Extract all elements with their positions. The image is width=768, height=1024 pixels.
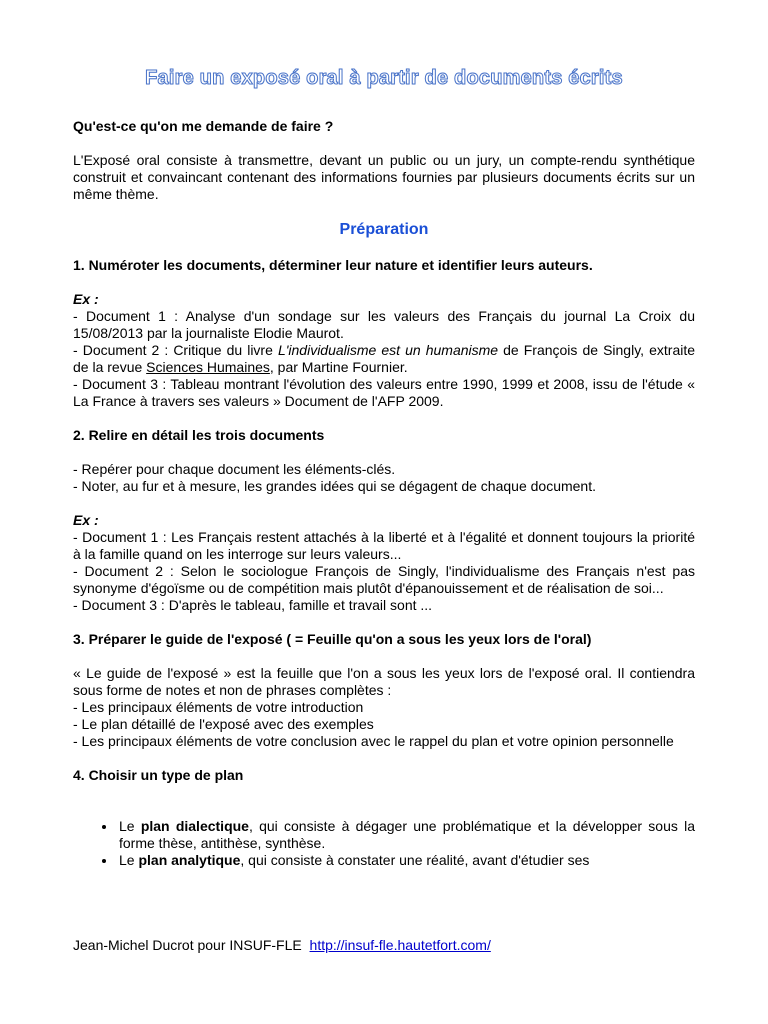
section-title: Préparation [339,221,429,238]
doc-3-line: - Document 3 : Tableau montrant l'évolution des valeurs entre 1990, 1999 et 2008, issu de l'étude « La France à travers ses valeurs » Document de l'AFP 2009. [73,376,695,409]
example-line: - Document 2 : Selon le sociologue François de Singly, l'individualisme des Français n'est pas synonyme d'égoïsme ou de compétition mais plutôt d'épanouissement et de réalisation de soi... [73,563,695,596]
step-2-heading: 2. Relire en détail les trois documents [73,427,325,443]
doc-1-line: - Document 1 : Analyse d'un sondage sur les valeurs des Français du journal La Croix du 15/08/2013 par la journaliste Elodie Maurot. [73,308,695,341]
guide-item: - Les principaux éléments de votre introduction [73,699,364,715]
guide-item: - Les principaux éléments de votre conclusion avec le rappel du plan et votre opinion personnelle [73,733,674,749]
step-2-item: - Noter, au fur et à mesure, les grandes idées qui se dégagent de chaque document. [73,478,596,494]
page-footer [73,937,491,953]
step-3-heading: 3. Préparer le guide de l'exposé ( = Feuille qu'on a sous les yeux lors de l'oral) [73,631,592,647]
guide-paragraph: « Le guide de l'exposé » est la feuille que l'on a sous les yeux lors de l'exposé oral. Il contiendra sous forme de notes et non de phrases complètes : [73,665,695,698]
document-page [73,60,695,869]
doc-2-line: - Document 2 : Critique du livre L'individualisme est un humanisme de François de Singly, extraite de la revue Sciences Humaines, par Martine Fournier. [73,342,696,375]
list-item: • Le plan analytique, qui consiste à constater une réalité, avant d'étudier ses [117,852,695,869]
page-title: Faire un exposé oral à partir de documents écrits [145,67,623,89]
question-heading: Qu'est-ce qu'on me demande de faire ? [73,118,334,134]
footer-link[interactable]: http://insuf-fle.hautetfort.com/ [309,937,491,953]
footer-author: Jean-Michel Ducrot pour INSUF-FLE [73,937,302,953]
guide-item: - Le plan détaillé de l'exposé avec des exemples [73,716,374,732]
example-line: - Document 1 : Les Français restent attachés à la liberté et à l'égalité et donnent toujours la priorité à la famille quand on les interroge sur leurs valeurs... [73,529,695,562]
plan-list [73,818,695,869]
intro-paragraph: L'Exposé oral consiste à transmettre, devant un public ou un jury, un compte-rendu synthétique construit et convaincant contenant des informations fournies par plusieurs documents écrits sur un même thème. [73,152,695,202]
step-2-item: - Repérer pour chaque document les éléments-clés. [73,461,396,477]
step-4-heading: 4. Choisir un type de plan [73,767,244,783]
example-line: - Document 3 : D'après le tableau, famille et travail sont ... [73,597,433,613]
example-label: Ex : [73,512,99,528]
step-1-heading: 1. Numéroter les documents, déterminer leur nature et identifier leurs auteurs. [73,257,593,273]
example-label: Ex : [73,291,99,307]
list-item: • Le plan dialectique, qui consiste à dégager une problématique et la développer sous la forme thèse, antithèse, synthèse. [117,818,695,852]
